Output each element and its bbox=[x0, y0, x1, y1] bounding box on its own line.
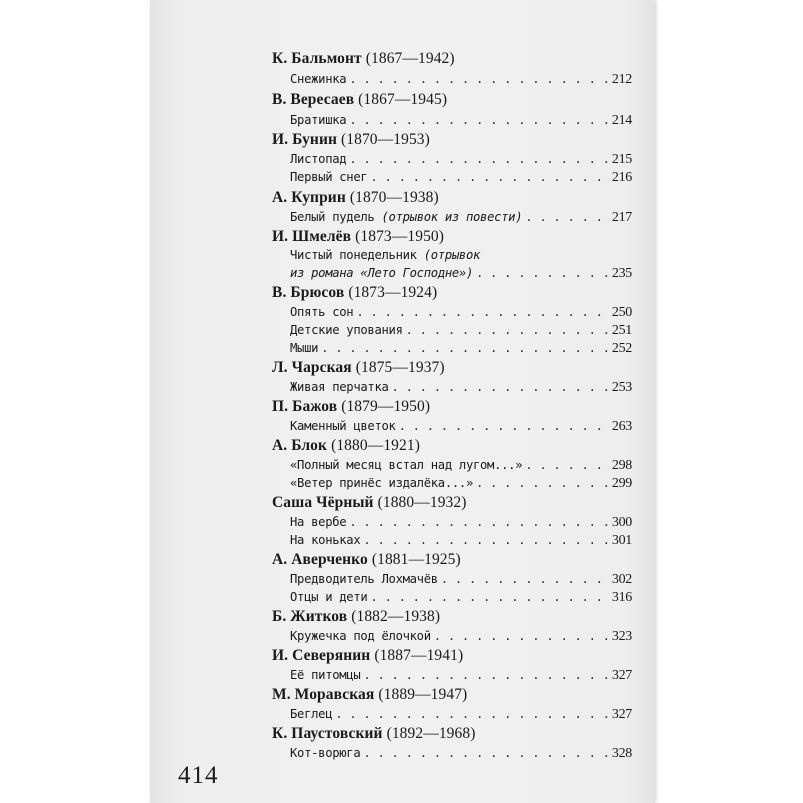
toc-entry: Предводитель Лохмачёв . . . 302 bbox=[290, 572, 632, 592]
toc-author: Саша Чёрный (1880—1932) bbox=[272, 494, 467, 511]
toc-entry: Первый снег . . . 216 bbox=[290, 170, 632, 190]
toc-entry: На вербе . . . 300 bbox=[290, 515, 632, 535]
toc-entry: Каменный цветок . . . 263 bbox=[290, 419, 632, 439]
toc-author: Б. Житков (1882—1938) bbox=[272, 608, 441, 625]
toc-author: А. Аверченко (1881—1925) bbox=[272, 551, 461, 568]
toc-author: В. Брюсов (1873—1924) bbox=[272, 284, 438, 301]
toc-entry: На коньках . . . 301 bbox=[290, 533, 632, 553]
page-number: 414 bbox=[178, 762, 219, 789]
toc-author: М. Моравская (1889—1947) bbox=[272, 686, 468, 703]
toc-entry: Белый пудель (отрывок из повести) . . . 217 bbox=[290, 210, 632, 230]
toc-entry: Детские упования . . . 251 bbox=[290, 323, 632, 343]
toc-entry: Беглец . . . 327 bbox=[290, 707, 632, 727]
toc-author: И. Шмелёв (1873—1950) bbox=[272, 228, 445, 245]
toc-author: А. Куприн (1870—1938) bbox=[272, 189, 439, 206]
toc-author: И. Северянин (1887—1941) bbox=[272, 647, 464, 664]
toc-entry: Живая перчатка . . . 253 bbox=[290, 380, 632, 400]
toc-entry: «Полный месяц встал над лугом...» . . . 298 bbox=[290, 458, 632, 478]
toc-entry: Опять сон . . . 250 bbox=[290, 305, 632, 325]
toc-entry: Листопад . . . 215 bbox=[290, 152, 632, 172]
toc-author: А. Блок (1880—1921) bbox=[272, 437, 420, 454]
toc-author: К. Паустовский (1892—1968) bbox=[272, 725, 476, 742]
toc-entry: Кружечка под ёлочкой . . . 323 bbox=[290, 629, 632, 649]
toc-entry: Отцы и дети . . . 316 bbox=[290, 590, 632, 610]
toc-author: В. Вересаев (1867—1945) bbox=[272, 91, 448, 108]
toc-entry: Её питомцы . . . 327 bbox=[290, 668, 632, 688]
toc-entry: Братишка . . . 214 bbox=[290, 113, 632, 133]
toc-entry: Чистый понедельник (отрывок bbox=[290, 248, 481, 262]
toc-entry: «Ветер принёс издалёка...» . . . 299 bbox=[290, 476, 632, 496]
toc-author: И. Бунин (1870—1953) bbox=[272, 131, 430, 148]
toc-author: К. Бальмонт (1867—1942) bbox=[272, 50, 455, 67]
toc-entry: Кот-ворюга . . . 328 bbox=[290, 746, 632, 766]
toc-author: П. Бажов (1879—1950) bbox=[272, 398, 431, 415]
toc-entry: Мыши . . . 252 bbox=[290, 341, 632, 361]
toc-entry: Снежинка . . . 212 bbox=[290, 72, 632, 92]
toc-author: Л. Чарская (1875—1937) bbox=[272, 359, 445, 376]
toc-entry: из романа «Лето Господне») . . . 235 bbox=[290, 266, 632, 286]
